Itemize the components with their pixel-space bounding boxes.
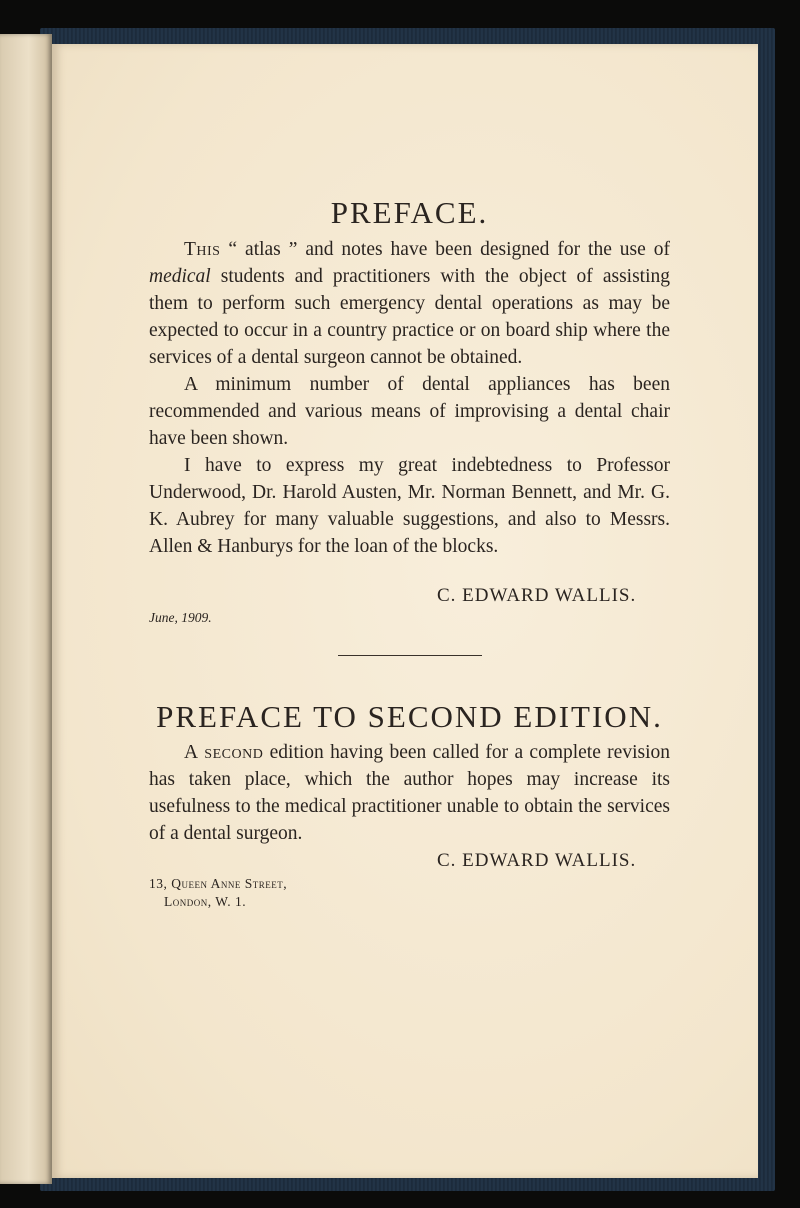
previous-leaf <box>0 34 52 1184</box>
second-edition-signature: C. EDWARD WALLIS. <box>437 850 637 871</box>
preface-emphasis: medical <box>149 266 211 287</box>
book-page <box>52 44 758 1178</box>
preface-lead-word: This <box>184 239 221 260</box>
preface-paragraph-2: A minimum number of dental appliances has been recommended and various means of improvising a dental chair have been shown. <box>149 374 670 449</box>
second-edition-paragraph <box>149 739 670 847</box>
address-line-1: 13, Queen Anne Street, <box>149 876 288 891</box>
preface-signature: C. EDWARD WALLIS. <box>437 585 637 606</box>
preface-paragraph-1-text-b: students and practitioners with the object of assisting them to perform such emergency dental operations as may be expected to occur in a country practice or on board ship where the services of a dental surgeon cannot be obtained. <box>149 266 670 368</box>
second-edition-text: edition having been called for a complete revision has taken place, which the author hopes may increase its usefulness to the medical practitioner unable to obtain the services of a dental surgeon. <box>149 742 671 844</box>
preface-paragraph-1-text-a: “ atlas ” and notes have been designed for the use of <box>220 239 670 260</box>
preface-date: June, 1909. <box>149 610 212 625</box>
preface-paragraph-1 <box>149 236 670 371</box>
preface-paragraph-3: I have to express my great indebtedness to Professor Underwood, Dr. Harold Austen, Mr. Norman Bennett, and Mr. G. K. Aubrey for many valuable suggestions, and also to Messrs. Allen & Hanburys for the loan of the blocks. <box>149 455 670 557</box>
second-edition-lead: A second <box>184 742 264 763</box>
preface-title: PREFACE. <box>330 195 489 230</box>
second-edition-title: PREFACE TO SECOND EDITION. <box>156 699 663 734</box>
address-line-2: London, W. 1. <box>164 894 247 909</box>
section-divider <box>338 655 482 656</box>
